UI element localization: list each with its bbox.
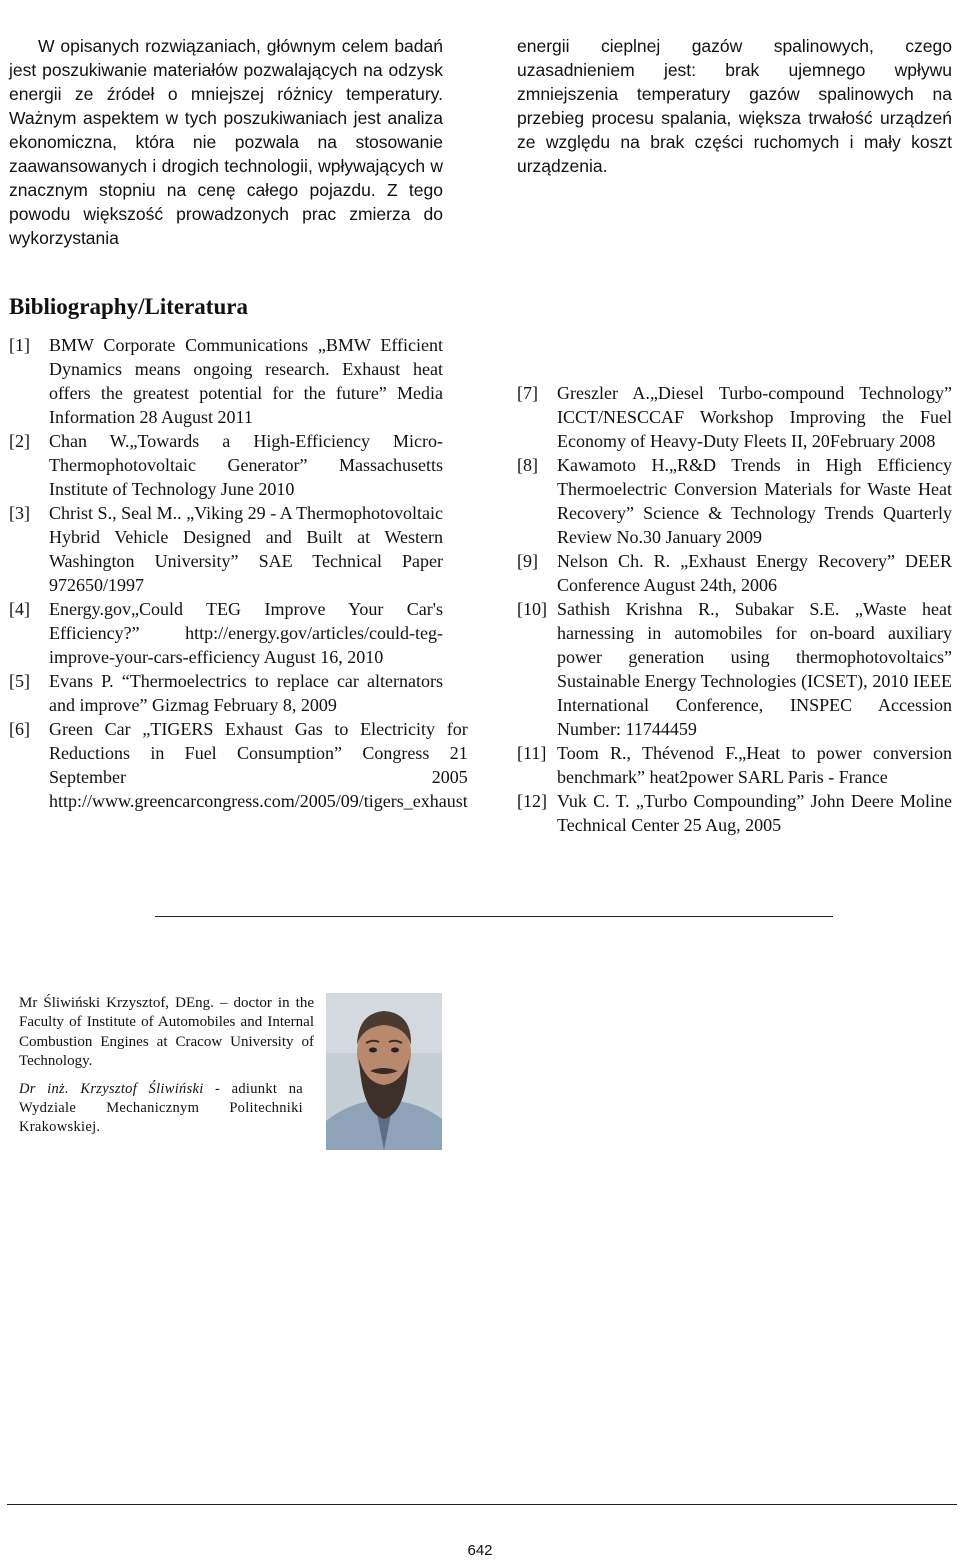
page-number: 642 — [467, 1542, 493, 1559]
reference-number: [1] — [9, 335, 30, 355]
reference-text: Christ S., Seal M.. „Viking 29 - A Thermophotovoltaic Hybrid Vehicle Designed and Built at Western Washington University” SAE Technical Paper 972650/1997 — [49, 503, 443, 595]
reference-item — [517, 741, 952, 789]
reference-number: [12] — [517, 791, 547, 811]
reference-text: Energy.gov„Could TEG Improve Your Car's Efficiency?” http://energy.gov/articles/could-teg-improve-your-cars-efficiency August 16, 2010 — [49, 599, 443, 667]
reference-number: [4] — [9, 599, 30, 619]
reference-number: [11] — [517, 743, 547, 763]
reference-item — [9, 501, 443, 597]
reference-number: [6] — [9, 719, 30, 739]
reference-item — [9, 669, 443, 717]
reference-number: [7] — [517, 383, 538, 403]
reference-item — [517, 789, 952, 837]
reference-text: Vuk C. T. „Turbo Compounding” John Deere Moline Technical Center 25 Aug, 2005 — [557, 791, 952, 835]
author-bio-english: Mr Śliwiński Krzysztof, DEng. – doctor in the Faculty of Institute of Automobiles and Internal Combustion Engines at Cracow University of Technology. — [19, 995, 314, 1070]
reference-text: Evans P. “Thermoelectrics to replace car alternators and improve” Gizmag February 8, 2009 — [49, 671, 443, 715]
references-left-column — [9, 333, 468, 813]
reference-item — [517, 597, 952, 741]
reference-text: Sathish Krishna R., Subakar S.E. „Waste heat harnessing in automobiles for on-board auxiliary power generation using thermophotovoltaics” Sustainable Energy Technologies (ICSET), 2010 IEEE International Conference, INSPEC Accession Number: 11744459 — [557, 599, 952, 739]
reference-number: [5] — [9, 671, 30, 691]
author-bio-polish — [19, 1080, 303, 1137]
reference-number: [10] — [517, 599, 547, 619]
reference-item — [9, 333, 443, 429]
intro-right-column — [517, 34, 952, 178]
references-right-column — [517, 381, 952, 837]
author-bio-polish-name: Dr inż. Krzysztof Śliwiński — [19, 1081, 204, 1097]
reference-list-left — [9, 333, 468, 813]
reference-list-right — [517, 381, 952, 837]
intro-paragraph-right: energii cieplnej gazów spalinowych, czego uzasadnieniem jest: brak ujemnego wpływu zmniejszenia temperatury gazów spalinowych na przebieg procesu spalania, większa trwałość urządzeń ze względu na brak części ruchomych i mały koszt urządzenia. — [517, 36, 952, 176]
reference-text: Chan W.„Towards a High-Efficiency Micro-Thermophotovoltaic Generator” Massachusetts Institute of Technology June 2010 — [49, 431, 443, 499]
reference-text: Greszler A.„Diesel Turbo-compound Technology” ICCT/NESCCAF Workshop Improving the Fuel Economy of Heavy-Duty Fleets II, 20February 2008 — [557, 383, 952, 451]
reference-item — [517, 381, 952, 453]
reference-item — [9, 597, 443, 669]
reference-item — [9, 429, 443, 501]
reference-text: Kawamoto H.„R&D Trends in High Efficiency Thermoelectric Conversion Materials for Waste Heat Recovery” Science & Technology Trends Quarterly Review No.30 January 2009 — [557, 455, 952, 547]
reference-text: Nelson Ch. R. „Exhaust Energy Recovery” DEER Conference August 24th, 2006 — [557, 551, 952, 595]
author-photo — [326, 993, 442, 1150]
reference-text: Toom R., Thévenod F.„Heat to power conversion benchmark” heat2power SARL Paris - France — [557, 743, 952, 787]
reference-text: Green Car „TIGERS Exhaust Gas to Electricity for Reductions in Fuel Consumption” Congress 21 September 2005 http://www.greencarcongress.com/2005/09/tigers_exhaust — [49, 719, 468, 811]
reference-number: [9] — [517, 551, 538, 571]
intro-paragraph-left: W opisanych rozwiązaniach, głównym celem badań jest poszukiwanie materiałów pozwalających na odzysk energii ze źródeł o mniejszej różnicy temperatury. Ważnym aspektem w tych poszukiwaniach jest analiza ekonomiczna, która nie pozwala na stosowanie zaawansowanych i drogich technologii, wpływających w znacznym stopniu na cenę całego pojazdu. Z tego powodu większość prowadzonych prac zmierza do wykorzystania — [9, 36, 443, 248]
author-bio-polish-text: - adiunkt na Wydziale Mechanicznym Politechniki Krakowskiej. — [19, 1081, 303, 1135]
footer-divider — [7, 1504, 957, 1505]
reference-number: [3] — [9, 503, 30, 523]
author-portrait-image — [326, 993, 442, 1150]
bibliography-heading: Bibliography/Literatura — [9, 294, 248, 319]
reference-item — [517, 549, 952, 597]
reference-item — [517, 453, 952, 549]
reference-number: [8] — [517, 455, 538, 475]
reference-item — [9, 717, 468, 813]
reference-number: [2] — [9, 431, 30, 451]
section-divider — [155, 916, 833, 917]
intro-left-column — [9, 34, 443, 250]
reference-text: BMW Corporate Communications „BMW Efficient Dynamics means ongoing research. Exhaust heat offers the greatest potential for the future” Media Information 28 August 2011 — [49, 335, 443, 427]
